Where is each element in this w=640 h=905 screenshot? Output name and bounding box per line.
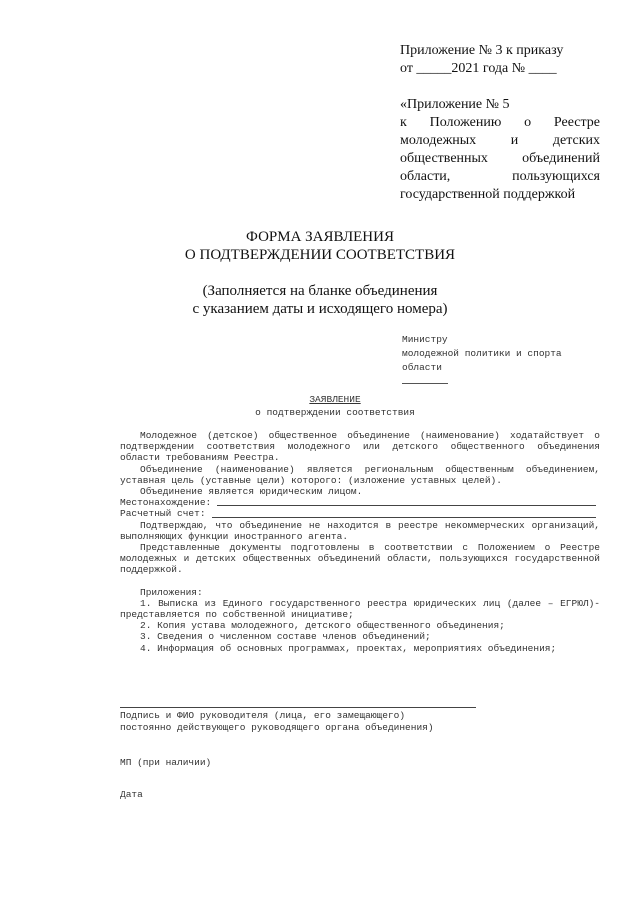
statement-body (120, 430, 600, 654)
attachments-title: Приложения: (140, 586, 203, 598)
signature-caption: постоянно действующего руководящего органа объединения) (120, 721, 434, 733)
body-paragraph: Объединение (наименование) является региональным общественным объединением, уставная цель (уставные цели) которого: (изложение уставных целей). (120, 463, 600, 486)
account-blank-line (212, 509, 596, 518)
form-title-line: ФОРМА ЗАЯВЛЕНИЯ (246, 229, 394, 245)
attachment-item: 4. Информация об основных программах, проектах, мероприятиях объединения; (140, 642, 557, 654)
form-title-line: О ПОДТВЕРЖДЕНИИ СООТВЕТСТВИЯ (184, 247, 456, 263)
attachment-item: 1. Выписка из Единого государственного реестра юридических лиц (далее – ЕГРЮЛ)- представляется по собственной инициативе; (120, 597, 600, 621)
addressee-name-blank (402, 377, 448, 384)
addressee-line: Министру (402, 334, 448, 345)
body-paragraph: Подтверждаю, что объединение не находится в реестре некоммерческих организаций, выполняющих функции иностранного агента. (120, 519, 600, 542)
signature-caption: Подпись и ФИО руководителя (лица, его замещающего) (120, 710, 406, 721)
location-label: Местонахождение: (120, 497, 212, 509)
body-paragraph: Объединение является юридическим лицом. (140, 486, 363, 498)
form-instruction-line: (Заполняется на бланке объединения (202, 283, 438, 299)
attachment-item: 3. Сведения о численном составе членов объединений; (140, 631, 431, 643)
statement-subtitle: о подтверждении соответствия (255, 407, 415, 418)
stamp-placeholder: МП (при наличии) (120, 757, 212, 768)
addressee-line: области (402, 362, 442, 373)
location-field (120, 497, 600, 508)
order-date-number-line: от _____2021 года № ____ (400, 61, 557, 76)
form-instruction-line: с указанием даты и исходящего номера) (192, 301, 448, 317)
account-label: Расчетный счет: (120, 508, 206, 520)
body-paragraph: Представленные документы подготовлены в соответствии с Положением о Реестре молодежных и детских общественных объединений области, пользующихся государственной поддержкой. (120, 542, 600, 576)
annex-line: государственной поддержкой (400, 187, 576, 202)
attachment-item: 2. Копия устава молодежного, детского общественного объединения; (140, 620, 505, 632)
signature-line (120, 707, 476, 708)
annex-line: к Положению о Реестре (400, 115, 600, 130)
annex-line: молодежных и детских (400, 133, 600, 148)
order-reference (400, 42, 600, 78)
form-title (0, 228, 640, 264)
signature-block (120, 707, 600, 800)
annex-line: «Приложение № 5 (400, 97, 510, 112)
body-paragraph: Молодежное (детское) общественное объединение (наименование) ходатайствует о подтверждении соответствия молодежного или детского общественного объединения области требованиям Реестра. (120, 430, 600, 464)
date-label: Дата (120, 788, 143, 800)
account-field (120, 508, 600, 519)
annex-line: области, пользующихся (400, 169, 600, 184)
location-blank-line (217, 497, 596, 506)
annex-line: общественных объединений (400, 151, 600, 166)
statement-heading (0, 393, 640, 419)
form-instruction (0, 282, 640, 318)
addressee-block (402, 333, 602, 384)
addressee-line: молодежной политики и спорта (402, 348, 562, 359)
statement-title: ЗАЯВЛЕНИЕ (309, 394, 361, 405)
order-reference-line: Приложение № 3 к приказу (400, 43, 564, 58)
annex-reference (400, 96, 600, 204)
